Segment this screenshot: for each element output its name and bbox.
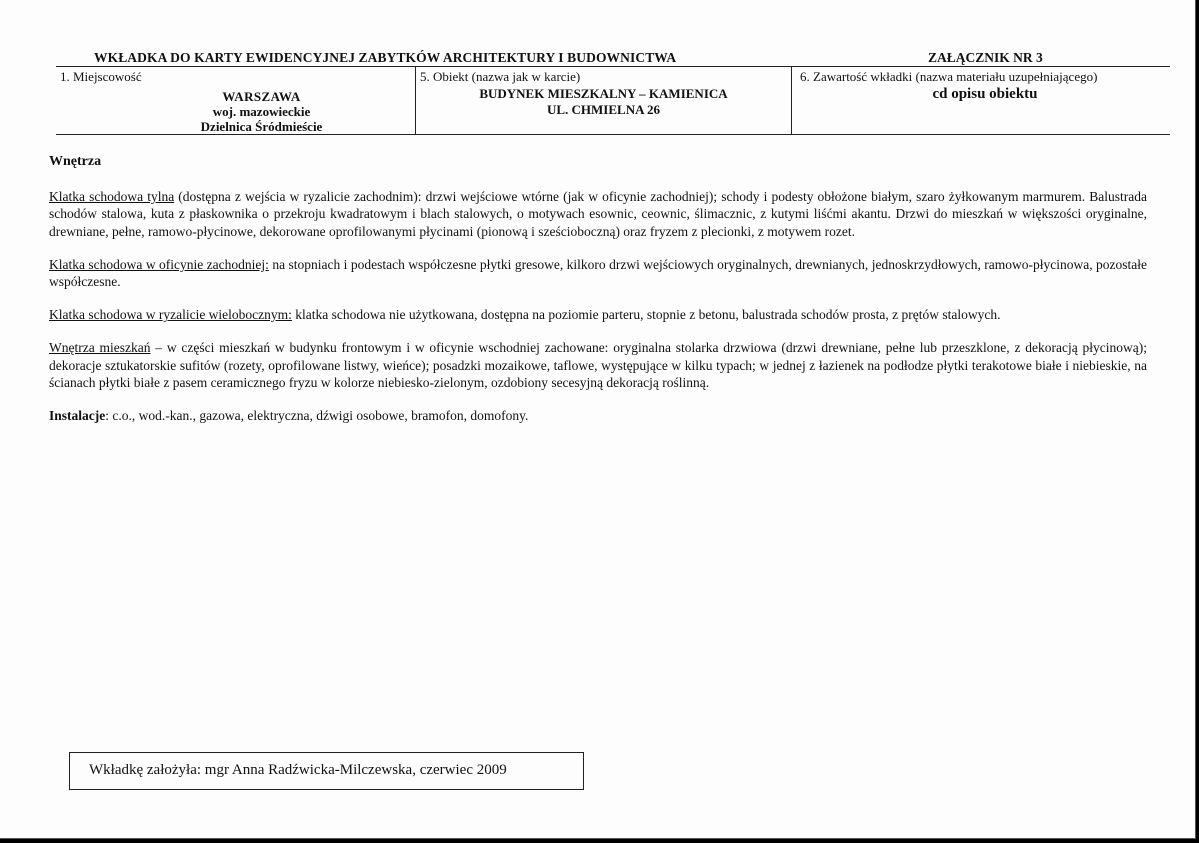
contents-cell [792,67,1170,134]
paragraph-lead: Klatka schodowa tylna [49,189,175,205]
location-cell [56,67,416,134]
contents-value: cd opisu obiektu [932,86,1038,102]
paragraph-text: (dostępna z wejścia w ryzalicie zachodnim): drzwi wejściowe wtórne (jak w oficynie zachodniej); schody i podesty obłożone białym, szaro żyłkowanym marmurem. Balustrada schodów stalowa, kuta z płaskownika o przekroju kwadratowym i blach stalowych, o motywach esownic, ceownic, ślimacznic, z kutymi liśćmi akantu. Drzwi do mieszkań w większości oryginalne, drewniane, pełne, ramowo-płycinowe, dekorowane oprofilowanymi płycinami (pionową i sześcioboczną) oraz fryzem z plecionki, z motywem rozet. [49,189,1147,239]
paragraph-apartment-interiors [49,339,1147,391]
body-text [49,153,1147,440]
location-label: 1. Miejscowość [60,69,142,84]
header-table [56,66,1170,135]
document-title: WKŁADKA DO KARTY EWIDENCYJNEJ ZABYTKÓW ARCHITEKTURY I BUDOWNICTWA [94,50,677,65]
paragraph-rear-staircase [49,188,1147,240]
object-label: 5. Obiekt (nazwa jak w karcie) [420,69,581,84]
object-name: BUDYNEK MIESZKALNY – KAMIENICA [479,86,728,101]
paragraph-polygonal-staircase [49,306,1147,323]
district-name: Dzielnica Śródmieście [200,119,323,134]
paragraph-lead: Wnętrza mieszkań [49,340,151,356]
installations-lead: Instalacje [49,408,106,424]
paragraph-west-annex-staircase [49,256,1147,290]
author-box [69,752,584,790]
paragraph-lead: Klatka schodowa w oficynie zachodniej: [49,256,269,272]
object-address: UL. CHMIELNA 26 [546,102,661,117]
paragraph-text: na stopniach i podestach współczesne płytki gresowe, kilkoro drzwi wejściowych oryginalnych, drewnianych, jednoskrzydłowych, ramowo-płycinowa, pozostałe współczesne. [49,256,1148,290]
paragraph-text: klatka schodowa nie użytkowana, dostępna na poziomie parteru, stopnie z betonu, balustrada schodów prosta, z prętów stalowych. [291,307,1001,323]
city-name: WARSZAWA [222,89,301,104]
paragraph-lead: Klatka schodowa w ryzalicie wielobocznym: [49,307,292,323]
installations-text: : c.o., wod.-kan., gazowa, elektryczna, dźwigi osobowe, bramofon, domofony. [105,408,529,424]
contents-label: 6. Zawartość wkładki (nazwa materiału uzupełniającego) [800,69,1098,84]
paragraph-text: – w części mieszkań w budynku frontowym i w oficynie wschodniej zachowane: oryginalna stolarka drzwiowa (drzwi drewniane, pełne lub przeszklone, z dekoracją płycinową); dekoracje sztukatorskie sufitów (rozety, oprofilowane listwy, wieńce); posadzki mozaikowe, taflowe, występujące w kilku typach; w jednej z łazienek na podłodze płytki terakotowe białe i niebieskie, na ścianach płytki białe z pasem ceramicznego fryzu w kolorze niebiesko-zielonym, ozdobiony secesyjną dekoracją roślinną. [49,340,1147,390]
paragraph-installations [49,407,1147,424]
voivodeship-name: woj. mazowieckie [212,104,311,119]
annex-label: ZAŁĄCZNIK NR 3 [928,50,1043,65]
section-heading: Wnętrza [49,154,102,169]
object-cell [416,67,792,134]
author-note: Wkładkę założyła: mgr Anna Radźwicka-Milczewska, czerwiec 2009 [89,762,507,778]
